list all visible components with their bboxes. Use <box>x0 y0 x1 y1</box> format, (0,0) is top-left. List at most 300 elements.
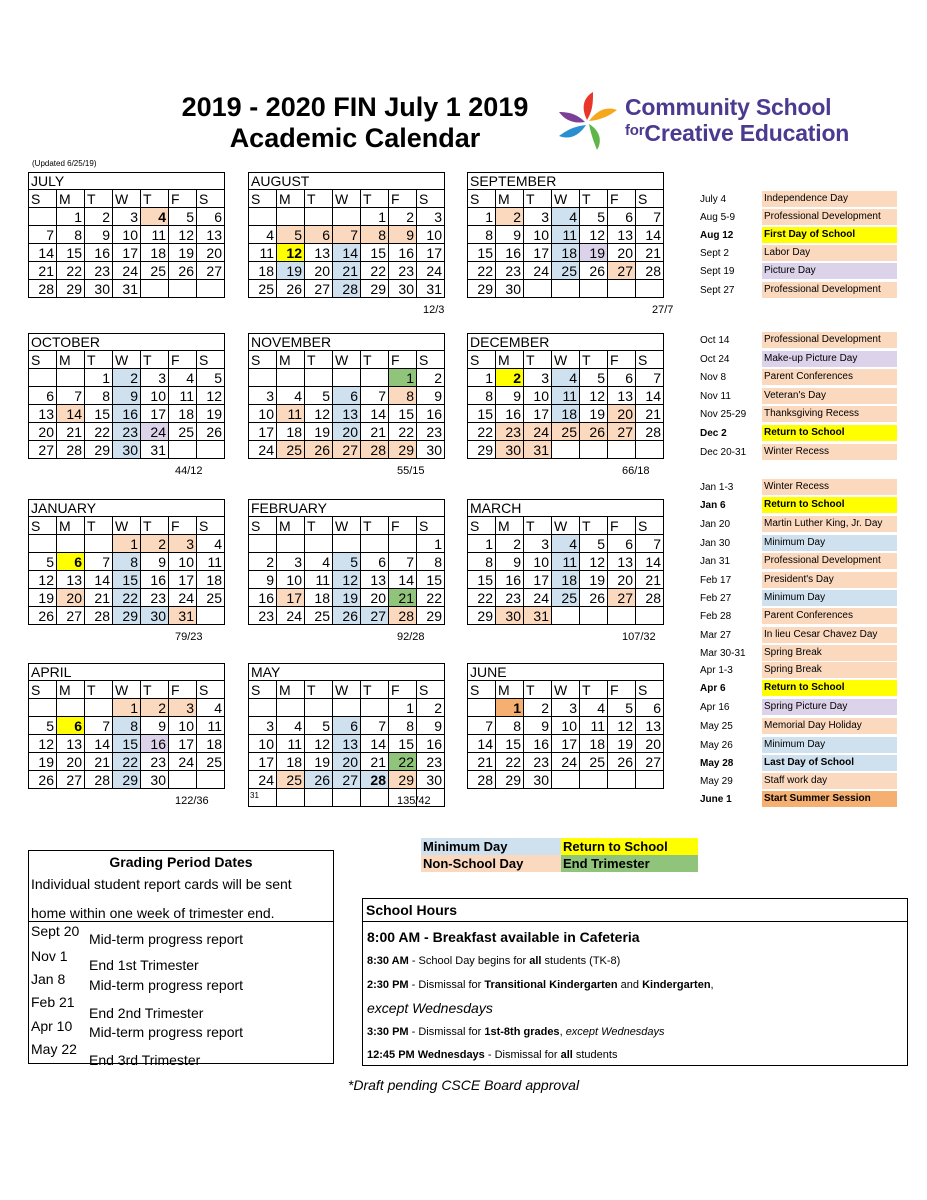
day-cell: 1 <box>57 208 85 226</box>
event-date: Aug 5-9 <box>700 212 736 223</box>
day-cell: 25 <box>249 280 277 298</box>
event-date: Feb 28 <box>700 611 732 622</box>
day-cell: 9 <box>417 717 445 735</box>
day-count-total: 12/3 <box>423 304 445 316</box>
day-cell: 30 <box>141 607 169 625</box>
day-cell: 15 <box>85 405 113 423</box>
day-cell: 28 <box>29 280 57 298</box>
event-date: Jan 6 <box>700 500 726 511</box>
day-cell: 12 <box>277 244 305 262</box>
event-name: Spring Break <box>762 662 897 678</box>
day-cell: 22 <box>361 262 389 280</box>
day-cell: 17 <box>552 735 580 753</box>
weekday-header: F <box>608 681 636 699</box>
day-cell: 14 <box>361 405 389 423</box>
event-date: Mar 27 <box>700 630 732 641</box>
day-cell: 6 <box>361 553 389 571</box>
day-cell: 26 <box>305 771 333 789</box>
event-name: Winter Recess <box>762 444 897 460</box>
day-cell: 20 <box>608 405 636 423</box>
empty-cell <box>608 280 636 298</box>
event-date: Sept 2 <box>700 248 729 259</box>
hours-line-breakfast: 8:00 AM - Breakfast available in Cafeteria <box>367 929 640 945</box>
day-cell: 13 <box>29 405 57 423</box>
day-cell: 19 <box>277 262 305 280</box>
weekday-header: W <box>552 681 580 699</box>
weekday-header: M <box>496 517 524 535</box>
month-days-grid <box>28 680 225 789</box>
day-cell: 20 <box>636 735 664 753</box>
day-cell: 21 <box>636 244 664 262</box>
day-cell: 1 <box>113 535 141 553</box>
day-cell: 18 <box>305 589 333 607</box>
event-row <box>700 425 900 442</box>
weekday-header: S <box>197 351 225 369</box>
day-cell: 31 <box>113 280 141 298</box>
weekday-header: S <box>249 190 277 208</box>
grading-description: End 1st Trimester <box>89 957 199 973</box>
weekday-header: T <box>141 190 169 208</box>
event-date: Jan 20 <box>700 519 731 530</box>
day-cell: 19 <box>305 753 333 771</box>
month-days-grid <box>28 516 225 625</box>
day-cell: 20 <box>57 589 85 607</box>
day-cell: 23 <box>496 589 524 607</box>
day-cell: 27 <box>608 589 636 607</box>
empty-cell <box>277 208 305 226</box>
day-cell: 26 <box>169 262 197 280</box>
day-cell: 3 <box>141 369 169 387</box>
day-cell: 18 <box>552 244 580 262</box>
logo-for: for <box>625 122 645 139</box>
day-cell: 4 <box>552 369 580 387</box>
grading-period-box <box>28 850 334 1068</box>
day-cell: 24 <box>417 262 445 280</box>
event-row <box>700 572 900 589</box>
day-cell: 12 <box>580 387 608 405</box>
day-count-total: 55/15 <box>397 465 425 477</box>
empty-cell <box>468 699 496 717</box>
empty-cell <box>580 607 608 625</box>
logo-text-creative: Creative Education <box>644 120 850 146</box>
empty-cell <box>169 280 197 298</box>
grading-date: Nov 1 <box>31 948 68 964</box>
weekday-header: S <box>417 681 445 699</box>
event-name: Minimum Day <box>762 737 897 753</box>
day-count-total: 122/36 <box>175 795 209 807</box>
day-cell: 27 <box>361 607 389 625</box>
day-cell: 10 <box>249 735 277 753</box>
day-cell: 24 <box>524 262 552 280</box>
empty-cell <box>361 535 389 553</box>
day-cell: 17 <box>277 589 305 607</box>
day-cell: 4 <box>277 387 305 405</box>
event-date: May 26 <box>700 740 733 751</box>
month-name: MAY <box>248 663 445 680</box>
day-cell: 25 <box>169 423 197 441</box>
day-cell: 25 <box>141 262 169 280</box>
empty-cell <box>361 789 389 807</box>
empty-cell <box>29 699 57 717</box>
day-cell: 16 <box>141 571 169 589</box>
day-cell: 21 <box>57 423 85 441</box>
day-cell: 2 <box>389 208 417 226</box>
day-cell: 25 <box>277 441 305 459</box>
day-cell: 29 <box>468 280 496 298</box>
weekday-header: T <box>305 517 333 535</box>
day-cell: 3 <box>249 387 277 405</box>
day-cell: 15 <box>57 244 85 262</box>
day-cell: 29 <box>389 771 417 789</box>
day-cell: 5 <box>608 699 636 717</box>
day-cell: 26 <box>333 607 361 625</box>
day-cell: 25 <box>552 262 580 280</box>
event-name: Veteran's Day <box>762 388 897 404</box>
day-cell: 5 <box>277 226 305 244</box>
legend-minimum-day: Minimum Day <box>421 838 561 855</box>
event-date: Oct 24 <box>700 354 730 365</box>
empty-cell <box>608 441 636 459</box>
empty-cell <box>552 280 580 298</box>
day-cell: 21 <box>361 753 389 771</box>
weekday-header: S <box>468 681 496 699</box>
event-date: Apr 6 <box>700 683 726 694</box>
weekday-header: T <box>580 681 608 699</box>
day-cell: 5 <box>197 369 225 387</box>
weekday-header: S <box>636 517 664 535</box>
day-cell: 22 <box>85 423 113 441</box>
day-cell: 17 <box>417 244 445 262</box>
weekday-header: T <box>85 190 113 208</box>
month-name: DECEMBER <box>467 333 664 350</box>
grading-description: End 3rd Trimester <box>89 1052 201 1068</box>
grading-note-line-2: home within one week of trimester end. <box>31 905 275 921</box>
month-days-grid <box>248 350 445 459</box>
month-days-grid <box>467 350 664 459</box>
weekday-header: T <box>361 190 389 208</box>
day-cell: 15 <box>389 735 417 753</box>
day-count-total: 92/28 <box>397 631 425 643</box>
day-cell: 22 <box>113 589 141 607</box>
day-cell: 25 <box>197 753 225 771</box>
weekday-header: M <box>496 351 524 369</box>
event-row <box>700 282 900 299</box>
day-cell: 6 <box>197 208 225 226</box>
event-date: Aug 12 <box>700 230 734 241</box>
day-cell: 16 <box>85 244 113 262</box>
empty-cell <box>197 771 225 789</box>
day-cell: 4 <box>580 699 608 717</box>
day-cell: 29 <box>57 280 85 298</box>
day-cell: 27 <box>57 607 85 625</box>
day-cell: 10 <box>524 226 552 244</box>
day-cell: 3 <box>249 717 277 735</box>
event-row <box>700 369 900 386</box>
day-cell: 28 <box>85 771 113 789</box>
month-october <box>28 333 225 459</box>
day-cell: 3 <box>417 208 445 226</box>
day-cell: 4 <box>552 208 580 226</box>
weekday-header: W <box>333 190 361 208</box>
event-date: Apr 16 <box>700 702 730 713</box>
day-cell: 9 <box>85 226 113 244</box>
event-name: Spring Picture Day <box>762 699 897 715</box>
day-cell: 14 <box>636 553 664 571</box>
day-cell: 22 <box>496 753 524 771</box>
event-name: Return to School <box>762 497 897 513</box>
weekday-header: W <box>113 517 141 535</box>
weekday-header: W <box>333 517 361 535</box>
day-cell: 4 <box>249 226 277 244</box>
day-cell: 13 <box>361 571 389 589</box>
empty-cell <box>361 699 389 717</box>
event-row <box>700 645 900 662</box>
day-cell: 26 <box>197 423 225 441</box>
weekday-header: S <box>197 190 225 208</box>
empty-cell <box>197 607 225 625</box>
day-cell: 24 <box>169 589 197 607</box>
weekday-header: F <box>608 517 636 535</box>
day-cell: 14 <box>85 571 113 589</box>
month-name: SEPTEMBER <box>467 172 664 189</box>
day-cell: 6 <box>57 717 85 735</box>
day-cell: 4 <box>197 535 225 553</box>
month-days-grid <box>467 680 664 789</box>
day-cell: 5 <box>29 553 57 571</box>
day-cell: 5 <box>580 369 608 387</box>
day-cell: 2 <box>496 369 524 387</box>
event-row <box>700 191 900 208</box>
event-date: Dec 20-31 <box>700 447 747 458</box>
day-cell: 13 <box>57 735 85 753</box>
day-cell: 30 <box>85 280 113 298</box>
weekday-header: S <box>636 190 664 208</box>
month-december <box>467 333 664 459</box>
event-date: Jan 1-3 <box>700 482 734 493</box>
day-cell: 31 <box>169 607 197 625</box>
day-cell: 1 <box>417 535 445 553</box>
weekday-header: M <box>57 351 85 369</box>
weekday-header: M <box>496 681 524 699</box>
event-date: June 1 <box>700 794 732 805</box>
weekday-header: T <box>305 351 333 369</box>
day-cell: 11 <box>277 405 305 423</box>
day-cell: 1 <box>389 699 417 717</box>
weekday-header: T <box>141 517 169 535</box>
day-cell: 17 <box>249 423 277 441</box>
day-cell: 16 <box>496 571 524 589</box>
event-row <box>700 263 900 280</box>
day-cell: 5 <box>305 387 333 405</box>
day-cell: 23 <box>417 423 445 441</box>
event-row <box>700 535 900 552</box>
empty-cell <box>305 789 333 807</box>
day-cell: 24 <box>552 753 580 771</box>
day-cell: 18 <box>580 735 608 753</box>
weekday-header: T <box>580 190 608 208</box>
day-cell: 24 <box>141 423 169 441</box>
hours-line-except: except Wednesdays <box>367 1000 493 1016</box>
event-row <box>700 662 900 679</box>
day-count-total: 27/7 <box>652 304 674 316</box>
empty-cell <box>305 369 333 387</box>
month-name: NOVEMBER <box>248 333 445 350</box>
month-november <box>248 333 445 459</box>
day-cell: 18 <box>197 571 225 589</box>
day-cell: 15 <box>113 571 141 589</box>
day-cell: 17 <box>169 571 197 589</box>
empty-cell <box>636 607 664 625</box>
month-june <box>467 663 664 789</box>
event-date: Oct 14 <box>700 335 730 346</box>
day-cell: 21 <box>85 753 113 771</box>
event-row <box>700 227 900 244</box>
day-cell: 28 <box>389 607 417 625</box>
event-row <box>700 553 900 570</box>
event-name: Minimum Day <box>762 590 897 606</box>
day-cell: 27 <box>57 771 85 789</box>
day-cell: 29 <box>113 607 141 625</box>
empty-cell <box>524 280 552 298</box>
day-cell: 7 <box>85 717 113 735</box>
grading-description: Mid-term progress report <box>89 931 244 947</box>
weekday-header: W <box>552 351 580 369</box>
day-cell: 4 <box>197 699 225 717</box>
day-cell: 13 <box>333 405 361 423</box>
month-name: OCTOBER <box>28 333 225 350</box>
event-date: Nov 25-29 <box>700 409 747 420</box>
hours-line-grades-dismissal: 3:30 PM - Dismissal for 1st-8th grades, except Wednesdays <box>367 1026 665 1038</box>
event-row <box>700 332 900 349</box>
month-march <box>467 499 664 625</box>
event-row <box>700 245 900 262</box>
month-april <box>28 663 225 789</box>
event-row <box>700 737 900 754</box>
day-cell: 28 <box>636 423 664 441</box>
event-date: Feb 17 <box>700 575 732 586</box>
day-cell: 23 <box>389 262 417 280</box>
event-date: May 29 <box>700 776 733 787</box>
empty-cell <box>169 771 197 789</box>
empty-cell <box>552 771 580 789</box>
school-logo <box>557 92 867 154</box>
day-cell: 7 <box>636 535 664 553</box>
day-cell: 7 <box>361 387 389 405</box>
day-cell: 18 <box>141 244 169 262</box>
day-cell: 25 <box>552 589 580 607</box>
logo-text-line-2 <box>625 120 849 147</box>
day-cell: 30 <box>417 441 445 459</box>
day-cell: 29 <box>468 441 496 459</box>
day-cell: 11 <box>197 553 225 571</box>
event-name: Spring Break <box>762 645 897 661</box>
month-may <box>248 663 445 807</box>
empty-cell <box>305 535 333 553</box>
event-name: Winter Recess <box>762 479 897 495</box>
day-cell: 20 <box>57 753 85 771</box>
weekday-header: T <box>85 517 113 535</box>
day-cell: 10 <box>417 226 445 244</box>
weekday-header: S <box>468 351 496 369</box>
empty-cell <box>57 369 85 387</box>
day-cell: 6 <box>608 208 636 226</box>
grading-description: Mid-term progress report <box>89 977 244 993</box>
day-cell: 12 <box>197 387 225 405</box>
day-cell: 14 <box>57 405 85 423</box>
day-cell: 21 <box>361 423 389 441</box>
day-cell: 1 <box>85 369 113 387</box>
day-cell: 11 <box>249 244 277 262</box>
day-cell: 28 <box>57 441 85 459</box>
day-cell: 3 <box>524 208 552 226</box>
empty-cell <box>277 789 305 807</box>
day-cell: 31 <box>417 280 445 298</box>
weekday-header: T <box>524 190 552 208</box>
event-name: Return to School <box>762 425 897 441</box>
empty-cell <box>277 369 305 387</box>
day-cell: 8 <box>468 226 496 244</box>
day-cell: 22 <box>57 262 85 280</box>
day-cell: 28 <box>333 280 361 298</box>
weekday-header: M <box>57 681 85 699</box>
day-cell: 26 <box>580 423 608 441</box>
weekday-header: M <box>277 351 305 369</box>
month-days-grid <box>467 189 664 298</box>
event-name: Staff work day <box>762 773 897 789</box>
day-cell: 2 <box>417 369 445 387</box>
day-cell: 9 <box>113 387 141 405</box>
weekday-header: T <box>85 681 113 699</box>
weekday-header: T <box>305 190 333 208</box>
day-cell: 12 <box>29 571 57 589</box>
day-cell: 14 <box>636 387 664 405</box>
day-cell: 30 <box>496 441 524 459</box>
event-date: Jan 31 <box>700 556 731 567</box>
event-row <box>700 351 900 368</box>
day-cell: 3 <box>277 553 305 571</box>
day-cell: 3 <box>524 535 552 553</box>
weekday-header: W <box>552 517 580 535</box>
grading-date: Jan 8 <box>31 971 66 987</box>
day-cell: 26 <box>29 607 57 625</box>
day-cell: 7 <box>389 553 417 571</box>
day-cell: 8 <box>57 226 85 244</box>
day-cell: 13 <box>608 226 636 244</box>
day-cell: 9 <box>496 226 524 244</box>
empty-cell <box>249 208 277 226</box>
month-september <box>467 172 664 298</box>
day-cell: 7 <box>29 226 57 244</box>
day-cell: 9 <box>141 717 169 735</box>
day-cell: 27 <box>333 771 361 789</box>
day-cell: 24 <box>249 441 277 459</box>
day-cell: 22 <box>389 423 417 441</box>
day-count-total: 44/12 <box>175 465 203 477</box>
day-cell: 20 <box>608 244 636 262</box>
weekday-header: S <box>249 681 277 699</box>
event-date: Feb 27 <box>700 593 732 604</box>
day-cell: 15 <box>468 405 496 423</box>
weekday-header: M <box>496 190 524 208</box>
day-cell: 28 <box>636 589 664 607</box>
day-cell: 15 <box>468 571 496 589</box>
day-cell: 16 <box>389 244 417 262</box>
day-cell: 16 <box>113 405 141 423</box>
weekday-header: S <box>29 681 57 699</box>
month-name: AUGUST <box>248 172 445 189</box>
day-cell: 30 <box>141 771 169 789</box>
day-cell: 15 <box>113 735 141 753</box>
